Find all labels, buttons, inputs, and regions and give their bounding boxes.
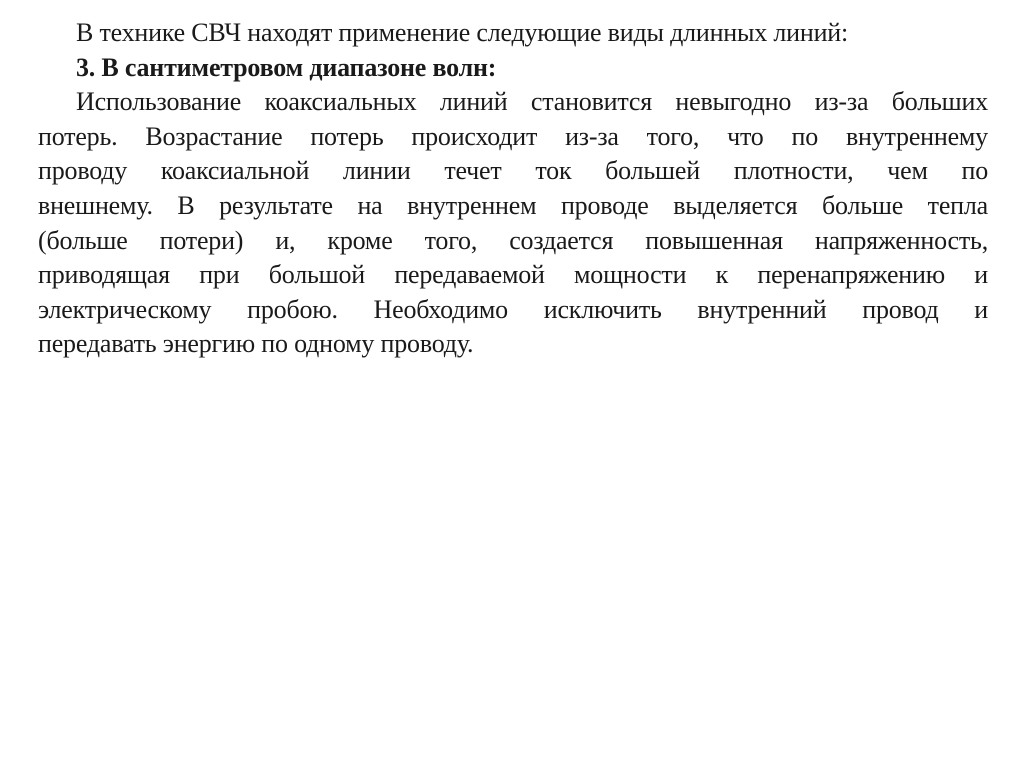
intro-text: В технике СВЧ находят применение следующие виды длинных линий:: [76, 18, 849, 47]
paragraph-line: проводу коаксиальной линии течет ток большей плотности, чем по: [38, 156, 988, 186]
paragraph-line: внешнему. В результате на внутреннем проводе выделяется больше тепла: [38, 190, 988, 220]
paragraph-line: электрическому пробою. Необходимо исключить внутренний провод и: [38, 294, 988, 324]
body-paragraph: [38, 85, 988, 362]
paragraph-line: передавать энергию по одному проводу.: [38, 329, 474, 359]
paragraph-line: приводящая при большой передаваемой мощности к перенапряжению и: [38, 260, 988, 290]
paragraph-line: потерь. Возрастание потерь происходит из-за того, что по внутреннему: [38, 121, 988, 151]
paragraph-line: Использование коаксиальных линий становится невыгодно из-за больших: [76, 87, 988, 117]
slide-text: [38, 16, 988, 362]
section-heading: 3. В сантиметровом диапазоне волн:: [76, 52, 497, 82]
paragraph-line: (больше потери) и, кроме того, создается повышенная напряженность,: [38, 225, 988, 255]
